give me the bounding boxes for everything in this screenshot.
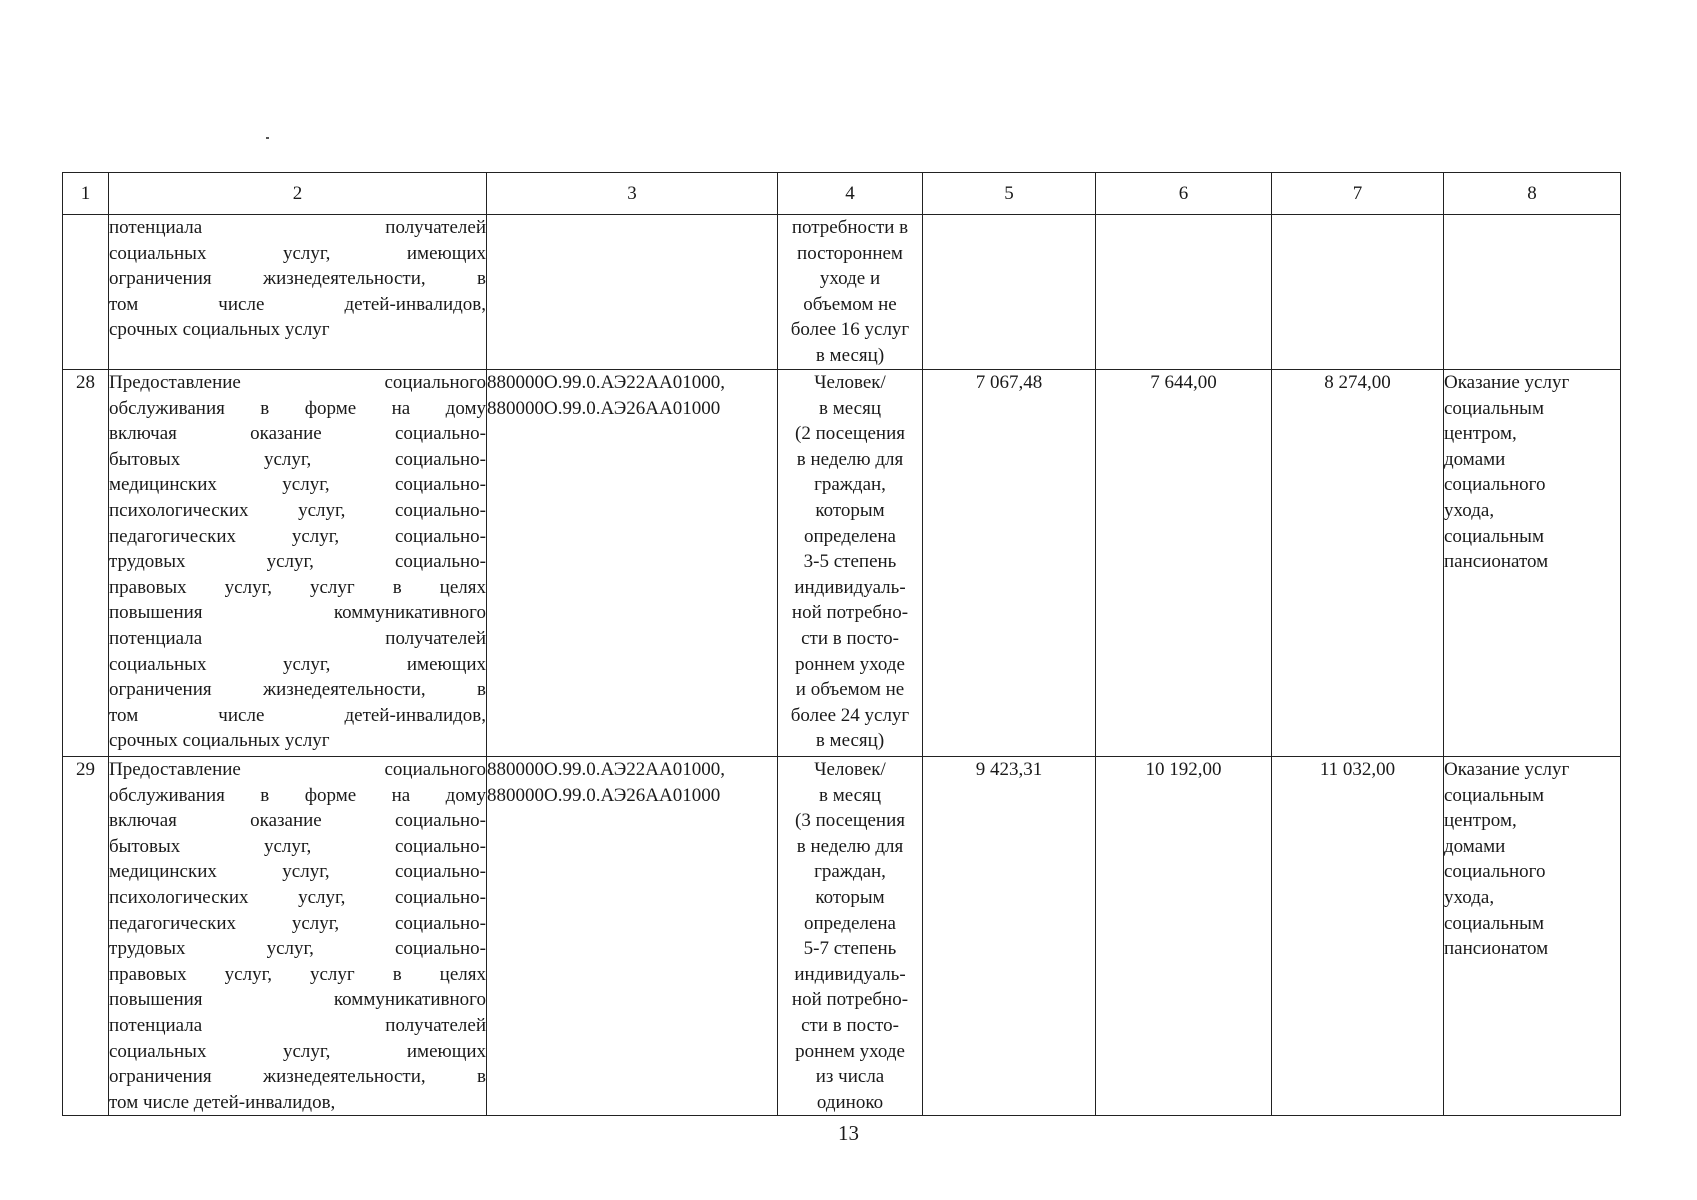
text-line: объемом не <box>803 293 897 315</box>
text-line: пансионатом <box>1444 551 1549 573</box>
price-cell-col6 <box>1096 215 1272 370</box>
text-line: медицинских услуг, социально- <box>109 474 486 496</box>
text-line: социальным <box>1444 784 1544 806</box>
text-line: социального <box>1444 861 1546 883</box>
text-line: пансионатом <box>1444 938 1549 960</box>
price-cell-col6: 10 192,00 <box>1096 757 1272 1116</box>
service-name-cell <box>109 370 487 757</box>
text-line: том числе детей-инвалидов, <box>109 704 486 726</box>
note-cell <box>1444 370 1621 757</box>
text-line: обслуживания в форме на дому <box>109 397 486 419</box>
text-line: социальных услуг, имеющих <box>109 242 486 264</box>
text-line: бытовых услуг, социально- <box>109 835 486 857</box>
text-line: индивидуаль- <box>794 963 906 985</box>
text-line: 3-5 степень <box>803 551 897 573</box>
text-line: в месяц) <box>815 344 885 366</box>
text-line: центром, <box>1444 423 1517 445</box>
unit-cell <box>778 757 923 1116</box>
unit-cell <box>778 215 923 370</box>
text-line: включая оказание социально- <box>109 810 486 832</box>
text-line: граждан, <box>814 861 886 883</box>
text-line: бытовых услуг, социально- <box>109 448 486 470</box>
text-line: потенциала получателей <box>109 627 486 649</box>
row-number <box>63 215 109 370</box>
text-line: обслуживания в форме на дому <box>109 784 486 806</box>
service-name-cell <box>109 215 487 370</box>
note-cell <box>1444 757 1621 1116</box>
text-line: роннем уходе <box>795 1040 905 1062</box>
text-line: правовых услуг, услуг в целях <box>109 963 486 985</box>
text-line: ограничения жизнедеятельности, в <box>109 268 486 290</box>
text-line: которым <box>815 499 885 521</box>
header-cell: 5 <box>923 173 1096 215</box>
text-line: сти в посто- <box>801 627 899 649</box>
text-line: потребности в <box>791 217 909 238</box>
text-line: повышения коммуникативного <box>109 989 486 1011</box>
text-line: в неделю для <box>796 448 904 470</box>
text-line: социального <box>1444 474 1546 496</box>
text-line: Предоставление социального <box>109 372 486 393</box>
text-line: сти в посто- <box>801 1014 899 1036</box>
header-cell: 7 <box>1272 173 1444 215</box>
service-code-cell <box>487 757 778 1116</box>
text-line: в месяц <box>819 397 881 419</box>
header-cell: 4 <box>778 173 923 215</box>
text-line: из числа <box>815 1066 885 1088</box>
text-line: трудовых услуг, социально- <box>109 551 486 573</box>
text-line: и объемом не <box>795 679 905 701</box>
price-cell-col5: 9 423,31 <box>923 757 1096 1116</box>
table-header-row <box>63 173 1621 215</box>
text-line: Человек/ <box>814 759 886 780</box>
price-cell-col7: 11 032,00 <box>1272 757 1444 1116</box>
header-cell: 3 <box>487 173 778 215</box>
text-line: более 16 услуг <box>790 319 910 341</box>
text-line: медицинских услуг, социально- <box>109 861 486 883</box>
text-line: уходе и <box>819 268 881 290</box>
text-line: социальным <box>1444 397 1544 419</box>
price-cell-col5: 7 067,48 <box>923 370 1096 757</box>
text-line: ограничения жизнедеятельности, в <box>109 679 486 701</box>
row-number: 29 <box>63 757 109 1116</box>
scan-speck <box>266 137 269 139</box>
header-cell: 8 <box>1444 173 1621 215</box>
text-line: социальных услуг, имеющих <box>109 1040 486 1062</box>
text-line: ограничения жизнедеятельности, в <box>109 1066 486 1088</box>
header-cell: 6 <box>1096 173 1272 215</box>
text-line: повышения коммуникативного <box>109 602 486 624</box>
text-line: 880000О.99.0.АЭ26АА01000 <box>487 784 721 806</box>
text-line: граждан, <box>814 474 886 496</box>
price-cell-col5 <box>923 215 1096 370</box>
text-line: потенциала получателей <box>109 1014 486 1036</box>
text-line: психологических услуг, социально- <box>109 886 486 908</box>
text-line: более 24 услуг <box>790 704 910 726</box>
price-cell-col7: 8 274,00 <box>1272 370 1444 757</box>
text-line: 880000О.99.0.АЭ26АА01000 <box>487 397 721 419</box>
table-row <box>63 370 1621 757</box>
text-line: педагогических услуг, социально- <box>109 912 486 934</box>
page-number: 13 <box>838 1121 859 1145</box>
text-line: индивидуаль- <box>794 576 906 598</box>
text-line: в неделю для <box>796 835 904 857</box>
price-cell-col7 <box>1272 215 1444 370</box>
price-cell-col6: 7 644,00 <box>1096 370 1272 757</box>
service-code-cell <box>487 215 778 370</box>
service-name-cell <box>109 757 487 1116</box>
text-line: определена <box>804 912 896 934</box>
row-number: 28 <box>63 370 109 757</box>
text-line: определена <box>804 525 896 547</box>
header-cell: 2 <box>109 173 487 215</box>
table-row <box>63 215 1621 370</box>
table-body <box>63 215 1621 1116</box>
text-line: которым <box>815 886 885 908</box>
text-line: постороннем <box>797 242 903 264</box>
text-line: социальным <box>1444 912 1544 934</box>
text-line: Оказание услуг <box>1444 372 1570 393</box>
text-line: Человек/ <box>814 372 886 393</box>
text-line: роннем уходе <box>795 653 905 675</box>
text-line: 880000О.99.0.АЭ22АА01000, <box>487 759 725 780</box>
text-line: центром, <box>1444 810 1517 832</box>
text-line: домами <box>1444 448 1506 470</box>
services-table <box>62 172 1621 1116</box>
header-cell: 1 <box>63 173 109 215</box>
text-line: (2 посещения <box>795 423 905 445</box>
text-line: потенциала получателей <box>109 217 486 238</box>
text-line: 880000О.99.0.АЭ22АА01000, <box>487 372 725 393</box>
text-line: ной потребно- <box>791 989 909 1011</box>
text-line: том числе детей-инвалидов, <box>109 1091 336 1113</box>
text-line: срочных социальных услуг <box>109 730 330 752</box>
text-line: ной потребно- <box>791 602 909 624</box>
text-line: включая оказание социально- <box>109 423 486 445</box>
text-line: том числе детей-инвалидов, <box>109 293 486 315</box>
text-line: (3 посещения <box>795 810 905 832</box>
text-line: 5-7 степень <box>803 938 897 960</box>
text-line: правовых услуг, услуг в целях <box>109 576 486 598</box>
text-line: срочных социальных услуг <box>109 319 330 341</box>
text-line: психологических услуг, социально- <box>109 499 486 521</box>
text-line: социальным <box>1444 525 1544 547</box>
text-line: одиноко <box>816 1091 884 1113</box>
unit-cell <box>778 370 923 757</box>
note-cell <box>1444 215 1621 370</box>
service-code-cell <box>487 370 778 757</box>
text-line: трудовых услуг, социально- <box>109 938 486 960</box>
text-line: домами <box>1444 835 1506 857</box>
text-line: ухода, <box>1444 886 1495 908</box>
text-line: Предоставление социального <box>109 759 486 780</box>
text-line: в месяц) <box>815 730 885 752</box>
text-line: педагогических услуг, социально- <box>109 525 486 547</box>
text-line: ухода, <box>1444 499 1495 521</box>
text-line: социальных услуг, имеющих <box>109 653 486 675</box>
table-row <box>63 757 1621 1116</box>
text-line: в месяц <box>819 784 881 806</box>
text-line: Оказание услуг <box>1444 759 1570 780</box>
